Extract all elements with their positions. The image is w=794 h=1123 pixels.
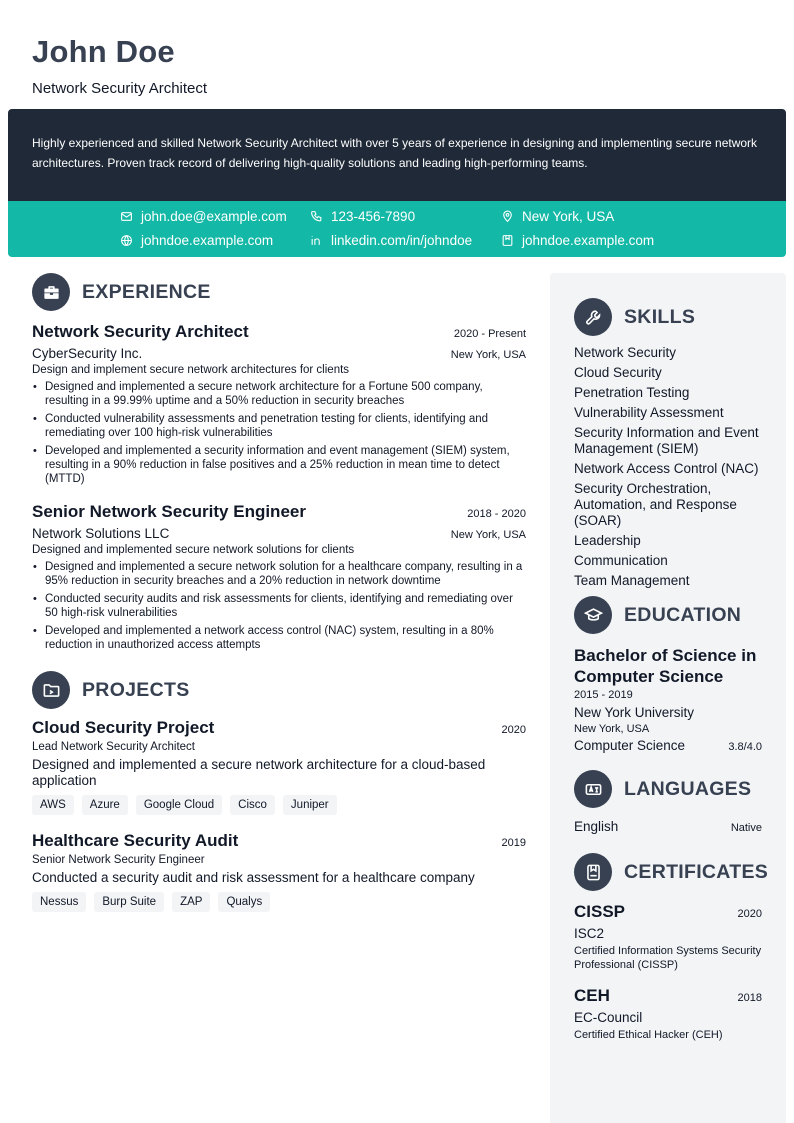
- skills-list: [574, 345, 762, 589]
- certificate-icon: [574, 853, 612, 891]
- education-dates: 2015 - 2019: [574, 689, 633, 701]
- certificate-entry: [574, 986, 762, 1042]
- job-bullet: • Conducted vulnerability assessments and penetration testing for clients, identifying and remediating over 100 high-risk vulnerabilities: [32, 412, 526, 440]
- project-role: Lead Network Security Architect: [32, 741, 195, 753]
- job-description: Design and implement secure network architectures for clients: [32, 364, 350, 376]
- linkedin-icon: [310, 234, 323, 247]
- candidate-role: Network Security Architect: [32, 80, 208, 97]
- contact-location-text: New York, USA: [522, 209, 615, 224]
- project-year: 2019: [501, 837, 526, 849]
- contact-website[interactable]: [120, 233, 273, 248]
- contact-portfolio-text: johndoe.example.com: [522, 233, 655, 248]
- skills-title: SKILLS: [624, 305, 696, 328]
- certificate-name: CEH: [574, 986, 610, 1005]
- job-bullet: • Designed and implemented a secure network architecture for a Fortune 500 company, resulting in a 99.99% uptime and a 50% reduction in security breaches: [32, 380, 526, 408]
- job-bullet: • Designed and implemented a secure network solution for a healthcare company, resulting in a 95% reduction in security breaches and a 20% reduction in network downtime: [32, 560, 526, 588]
- folder-icon: [32, 671, 70, 709]
- skill-item: Security Information and Event Management (SIEM): [574, 425, 759, 456]
- language-name: English: [574, 819, 619, 834]
- phone-icon: [310, 210, 323, 223]
- job-bullets: [32, 380, 526, 486]
- graduation-cap-icon: [574, 596, 612, 634]
- education-location: New York, USA: [574, 723, 650, 735]
- resume-header: [32, 34, 207, 97]
- skills-heading: [574, 297, 762, 337]
- tag: ZAP: [172, 892, 210, 912]
- tag: Juniper: [283, 795, 337, 815]
- skill-item: Network Security: [574, 345, 677, 360]
- projects-heading: [32, 670, 526, 710]
- contact-linkedin-text: linkedin.com/in/johndoe: [331, 233, 473, 248]
- skill-item: Vulnerability Assessment: [574, 405, 724, 420]
- tag: Google Cloud: [136, 795, 222, 815]
- projects-title: PROJECTS: [82, 678, 190, 701]
- experience-heading: [32, 272, 526, 312]
- languages-title: LANGUAGES: [624, 777, 752, 800]
- certificate-issuer: ISC2: [574, 926, 605, 941]
- map-pin-icon: [501, 210, 514, 223]
- certificate-issuer: EC-Council: [574, 1010, 643, 1025]
- sidebar: [550, 273, 786, 1123]
- contact-phone-text: 123-456-7890: [331, 209, 416, 224]
- project-description: Designed and implemented a secure network architecture for a cloud-based application: [32, 757, 486, 788]
- education-title: EDUCATION: [624, 603, 742, 626]
- contact-email[interactable]: [120, 209, 287, 224]
- wrench-icon: [574, 298, 612, 336]
- main-column: [32, 272, 526, 912]
- language-item: [574, 819, 762, 834]
- skill-item: Team Management: [574, 573, 690, 588]
- project-description: Conducted a security audit and risk assessment for a healthcare company: [32, 870, 475, 885]
- job-location: New York, USA: [450, 529, 526, 541]
- project-year: 2020: [501, 724, 526, 736]
- project-tags: [32, 892, 526, 912]
- certificates-title: CERTIFICATES: [624, 860, 769, 883]
- skill-item: Network Access Control (NAC): [574, 461, 759, 476]
- mail-icon: [120, 210, 133, 223]
- tag: Nessus: [32, 892, 86, 912]
- skill-item: Penetration Testing: [574, 385, 690, 400]
- education-gpa: 3.8/4.0: [728, 741, 762, 753]
- education-school: New York University: [574, 705, 695, 720]
- contact-location: [501, 209, 614, 224]
- certificate-full-name: Certified Ethical Hacker (CEH): [574, 1029, 723, 1041]
- job-bullet: • Developed and implemented a network access control (NAC) system, resulting in a 80% reduction in unauthorized access attempts: [32, 624, 526, 652]
- skill-item: Communication: [574, 553, 668, 568]
- bookmark-icon: [501, 234, 514, 247]
- tag: Azure: [82, 795, 128, 815]
- job-entry: [32, 502, 526, 652]
- experience-title: EXPERIENCE: [82, 280, 211, 303]
- tag: AWS: [32, 795, 74, 815]
- certificates-heading: [574, 852, 769, 892]
- job-title: Network Security Architect: [32, 322, 249, 341]
- skill-item: Leadership: [574, 533, 641, 548]
- languages-heading: [574, 769, 762, 809]
- contact-bar: [8, 201, 786, 257]
- language-level: Native: [730, 822, 762, 834]
- job-title: Senior Network Security Engineer: [32, 502, 306, 521]
- contact-linkedin[interactable]: [310, 233, 472, 248]
- certificate-entry: [574, 902, 762, 972]
- certificate-full-name: Certified Information Systems Security Professional (CISSP): [574, 945, 762, 971]
- job-dates: 2020 - Present: [453, 328, 526, 340]
- summary-text: Highly experienced and skilled Network Security Architect with over 5 years of experience in designing and implementing secure network architectures. Proven track record of delivering high-quality solutions and leading high-performing teams.: [32, 136, 758, 170]
- contact-portfolio[interactable]: [501, 233, 654, 248]
- education-degree: Bachelor of Science in Computer Science: [574, 646, 757, 686]
- job-dates: 2018 - 2020: [467, 508, 526, 520]
- job-bullets: [32, 560, 526, 652]
- job-company: CyberSecurity Inc.: [32, 346, 143, 361]
- certificate-year: 2018: [737, 992, 762, 1004]
- contact-email-text: john.doe@example.com: [141, 209, 287, 224]
- tag: Qualys: [218, 892, 270, 912]
- certificate-name: CISSP: [574, 902, 626, 921]
- skill-item: Security Orchestration, Automation, and Response (SOAR): [574, 481, 737, 528]
- job-entry: [32, 322, 526, 486]
- job-description: Designed and implemented secure network solutions for clients: [32, 544, 355, 556]
- project-role: Senior Network Security Engineer: [32, 854, 205, 866]
- education-field: Computer Science: [574, 738, 686, 753]
- contact-phone[interactable]: [310, 209, 415, 224]
- translate-icon: [574, 770, 612, 808]
- tag: Cisco: [230, 795, 275, 815]
- job-bullet: • Conducted security audits and risk assessments for clients, identifying and remediating over 50 high-risk vulnerabilities: [32, 592, 526, 620]
- globe-icon: [120, 234, 133, 247]
- job-location: New York, USA: [450, 349, 526, 361]
- project-title: Healthcare Security Audit: [32, 831, 239, 850]
- project-entry: [32, 718, 526, 815]
- education-heading: [574, 595, 762, 635]
- briefcase-icon: [32, 273, 70, 311]
- project-entry: [32, 831, 526, 912]
- skill-item: Cloud Security: [574, 365, 662, 380]
- job-bullet: • Developed and implemented a security information and event management (SIEM) system, resulting in a 90% reduction in false positives and a 25% reduction in mean time to detect (MTTD): [32, 444, 526, 486]
- contact-website-text: johndoe.example.com: [141, 233, 274, 248]
- job-company: Network Solutions LLC: [32, 526, 170, 541]
- tag: Burp Suite: [94, 892, 164, 912]
- candidate-name: John Doe: [32, 34, 175, 69]
- summary-panel: [8, 109, 786, 201]
- project-tags: [32, 795, 526, 815]
- certificate-year: 2020: [737, 908, 762, 920]
- project-title: Cloud Security Project: [32, 718, 215, 737]
